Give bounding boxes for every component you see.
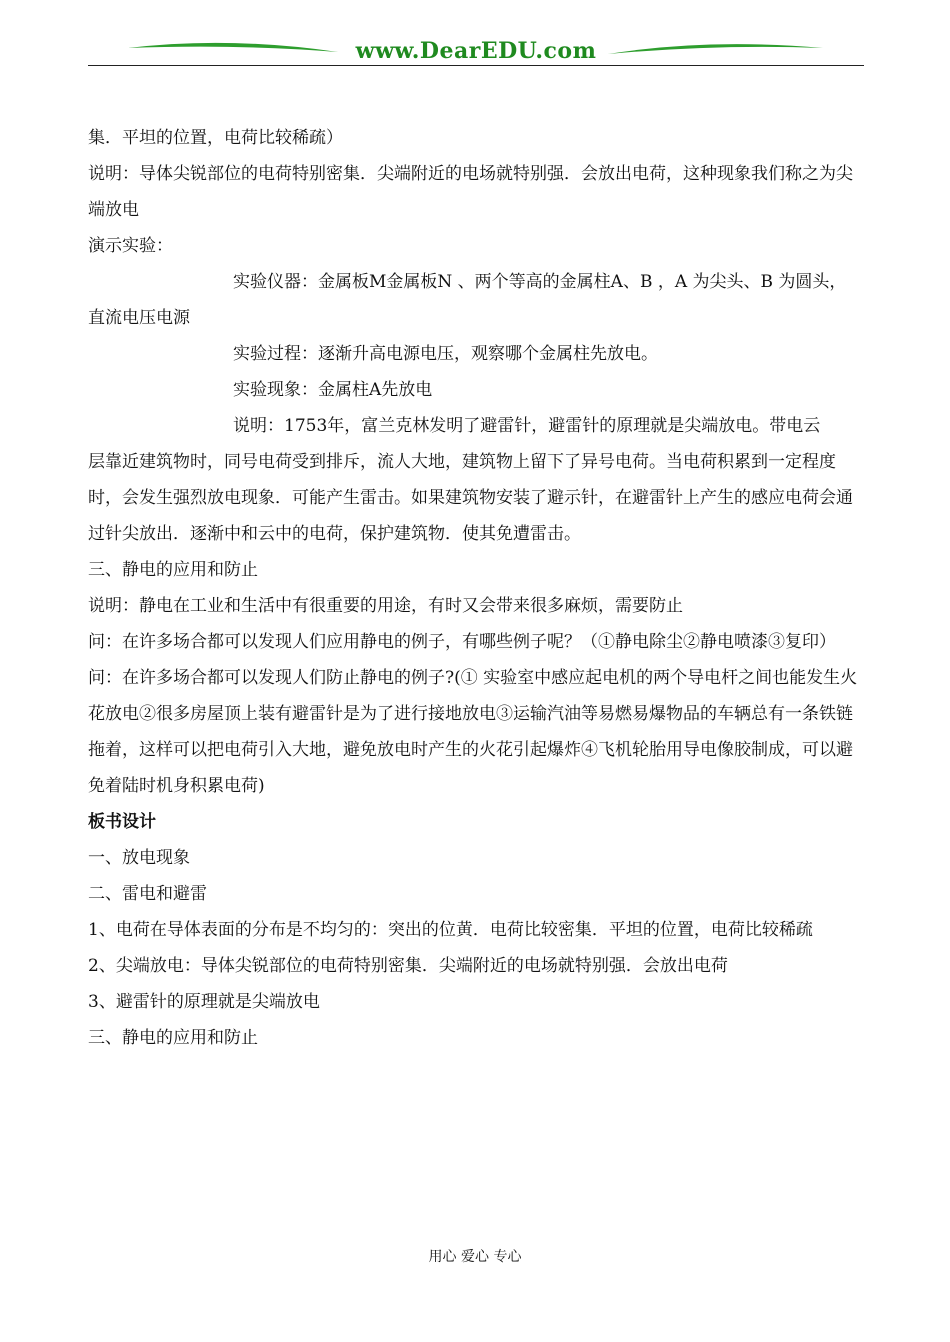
document-body <box>88 120 868 1056</box>
site-header <box>88 30 864 70</box>
paragraph: 实验现象：金属柱A先放电 <box>233 380 433 400</box>
paragraph: 说明：导体尖锐部位的电荷特别密集．尖端附近的电场就特别强．会放出电荷，这种现象我们称之为尖端放电 <box>88 164 853 220</box>
paragraph: 集．平坦的位置，电荷比较稀疏） <box>88 128 343 148</box>
paragraph: 3、避雷针的原理就是尖端放电 <box>88 992 320 1012</box>
paragraph: 层靠近建筑物时，同号电荷受到排斥，流人大地，建筑物上留下了异号电荷。当电荷积累到一定程度时，会发生强烈放电现象．可能产生雷击。如果建筑物安装了避示针，在避雷针上产生的感应电荷会通过针尖放出．逐渐中和云中的电荷，保护建筑物．使其免遭雷击。 <box>88 452 853 544</box>
paragraph: 直流电压电源 <box>88 308 190 328</box>
paragraph: 一、放电现象 <box>88 848 190 868</box>
header-rule <box>88 65 864 66</box>
paragraph: 说明：1753年，富兰克林发明了避雷针，避雷针的原理就是尖端放电。带电云 <box>233 416 821 436</box>
paragraph: 1、电荷在导体表面的分布是不均匀的：突出的位黄．电荷比较密集．平坦的位置，电荷比较稀疏 <box>88 920 813 940</box>
site-logo[interactable]: www.DearEDU.com <box>355 38 597 64</box>
paragraph: 演示实验： <box>88 236 173 256</box>
paragraph: 二、雷电和避雷 <box>88 884 207 904</box>
paragraph: 问：在许多场合都可以发现人们防止静电的例子?(① 实验室中感应起电机的两个导电杆之间也能发生火花放电②很多房屋顶上装有避雷针是为了进行接地放电③运输汽油等易燃易爆物品的车辆总有一条铁链拖着，这样可以把电荷引入大地，避免放电时产生的火花引起爆炸④飞机轮胎用导电像胶制成，可以避免着陆时机身积累电荷) <box>88 668 858 796</box>
paragraph: 问：在许多场合都可以发现人们应用静电的例子，有哪些例子呢？（①静电除尘②静电喷漆③复印） <box>88 632 836 652</box>
paragraph: 三、静电的应用和防止 <box>88 560 258 580</box>
paragraph: 2、尖端放电：导体尖锐部位的电荷特别密集．尖端附近的电场就特别强．会放出电荷 <box>88 956 728 976</box>
paragraph: 实验仪器：金属板M金属板N 、两个等高的金属柱A、B ，A 为尖头、B 为圆头， <box>233 272 847 292</box>
section-heading: 板书设计 <box>88 812 156 832</box>
paragraph: 三、静电的应用和防止 <box>88 1028 258 1048</box>
paragraph: 实验过程：逐渐升高电源电压，观察哪个金属柱先放电。 <box>233 344 658 364</box>
page-footer: 用心 爱心 专心 <box>428 1249 522 1265</box>
paragraph: 说明：静电在工业和生活中有很重要的用途，有时又会带来很多麻烦，需要防止 <box>88 596 683 616</box>
